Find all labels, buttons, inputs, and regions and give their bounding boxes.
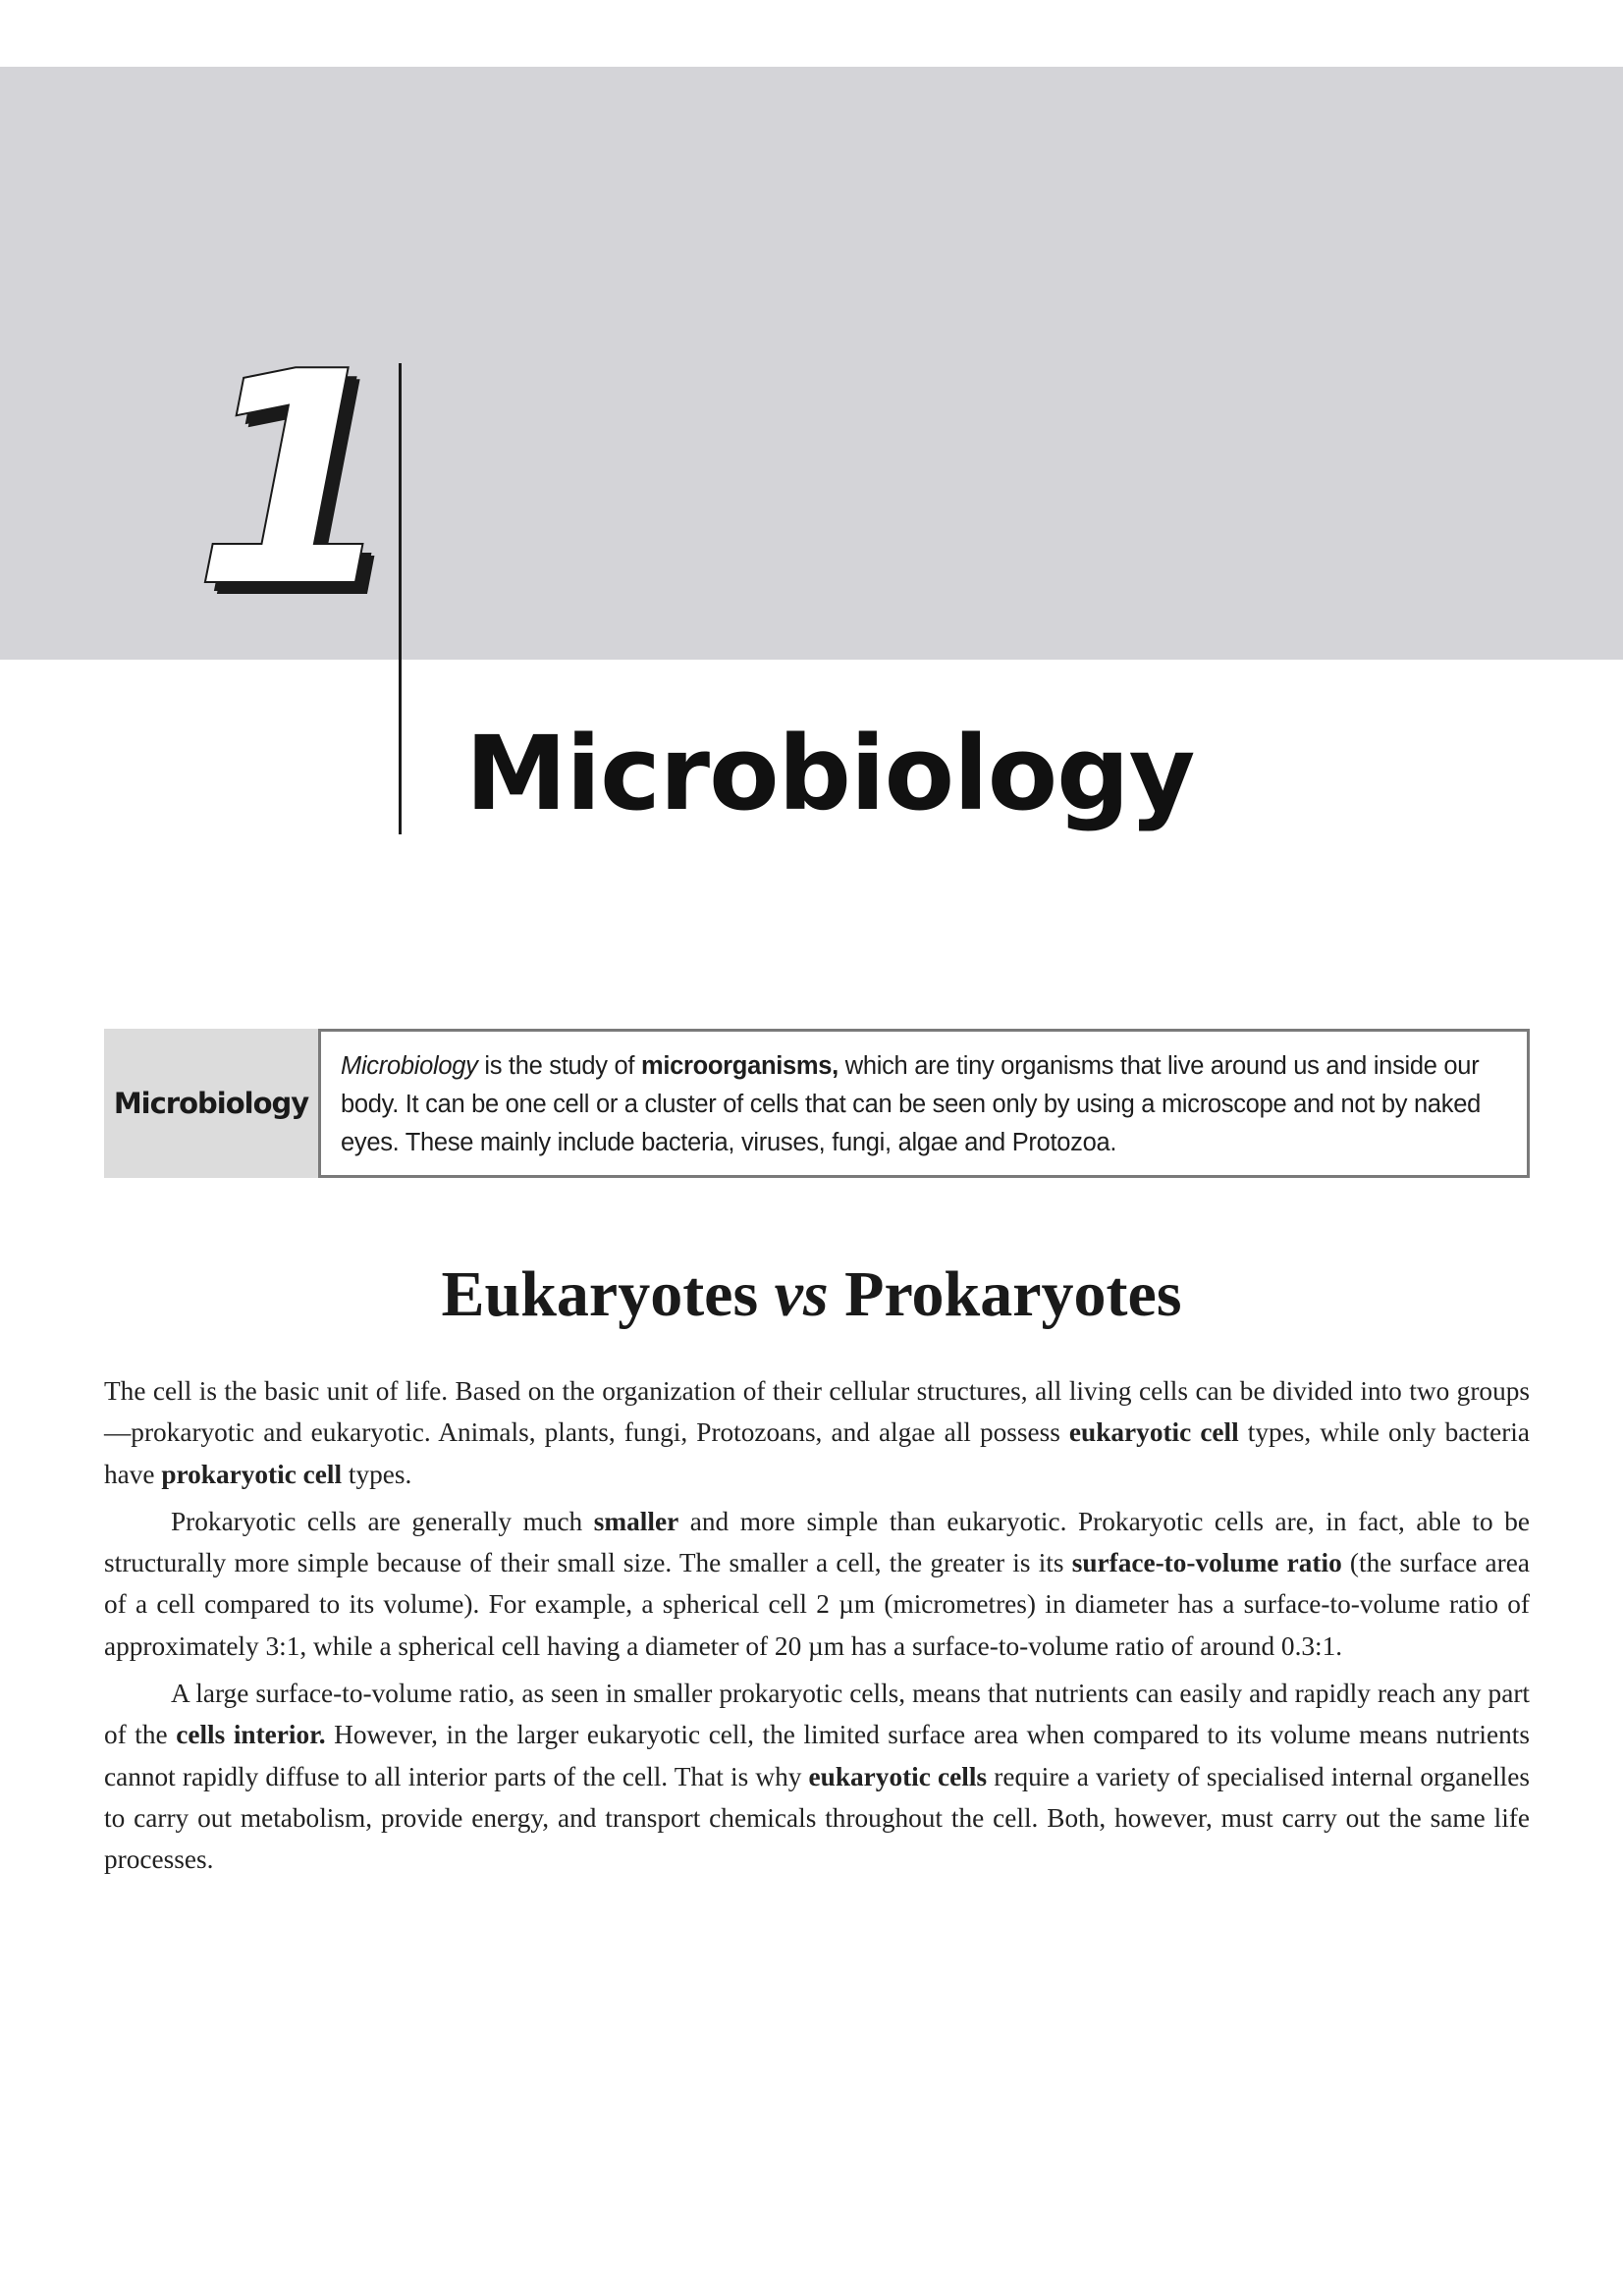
paragraph-3 (104, 1673, 1530, 1880)
paragraph-3-bold-term: cells interior. (176, 1720, 326, 1750)
chapter-title: Microbiology (465, 714, 1195, 833)
paragraph-1 (104, 1370, 1530, 1495)
definition-label: Microbiology (104, 1029, 318, 1178)
chapter-number: 1 (192, 309, 398, 652)
definition-text (318, 1029, 1530, 1178)
section-heading (0, 1251, 1623, 1339)
paragraph-1-bold-term: prokaryotic cell (161, 1459, 343, 1489)
paragraph-2 (104, 1501, 1530, 1667)
paragraph-1-text: The cell is the basic unit of life. Based on the organization of their cellular structures, all living cells can be divided into two groups—prokaryotic and eukaryotic. Animals, plants, fungi, Protozoans, and algae all possess (104, 1376, 1530, 1448)
paragraph-2-text: and more simple than eukaryotic. Prokaryotic cells are, in fact, able to be structurally more simple because of their small size. The smaller a cell, the greater is its (104, 1506, 1531, 1578)
chapter-divider (399, 363, 402, 834)
paragraph-3-text: A large surface-to-volume ratio, as seen in smaller prokaryotic cells, means that nutrients can easily and rapidly reach any part of the (104, 1679, 1530, 1750)
definition-text-2: which are tiny organisms that live around us and inside our body. It can be one cell or a cluster of cells that can be seen only by using a microscope and not by naked eyes. These mainly include bacteria, viruses, fungi, algae and Protozoa. (341, 1052, 1481, 1156)
paragraph-1-bold-term: eukaryotic cell (1068, 1417, 1239, 1448)
paragraph-1-text: types, while only bacteria have (104, 1417, 1530, 1489)
paragraph-3-text: However, in the larger eukaryotic cell, the limited surface area when compared to its volume means nutrients cannot rapidly diffuse to all interior parts of the cell. That is why (104, 1720, 1530, 1791)
paragraph-2-text: Prokaryotic cells are generally much (171, 1506, 594, 1536)
section-heading-part-1: Eukaryotes (441, 1258, 775, 1330)
body-text (104, 1370, 1530, 1887)
definition-term: Microbiology (341, 1052, 478, 1080)
definition-text-1: is the study of (477, 1052, 641, 1080)
paragraph-3-bold-term: eukaryotic cells (808, 1761, 988, 1791)
paragraph-2-text: (the surface area of a cell compared to its volume). For example, a spherical cell 2 µm (micrometres) in diameter has a surface-to-volume ratio of approximately 3:1, while a spherical cell having a diameter of 20 µm has a surface-to-volume ratio of around 0.3:1. (104, 1548, 1530, 1661)
paragraph-2-bold-term: smaller (593, 1506, 679, 1536)
paragraph-3-text: require a variety of specialised internal organelles to carry out metabolism, provide energy, and transport chemicals throughout the cell. Both, however, must carry out the same life processes. (104, 1761, 1530, 1875)
definition-bold-term: microorganisms, (640, 1052, 839, 1080)
paragraph-2-bold-term: surface-to-volume ratio (1071, 1548, 1342, 1578)
definition-box (104, 1029, 1530, 1178)
paragraph-1-text: types. (342, 1459, 412, 1489)
section-heading-vs: vs (774, 1258, 829, 1330)
section-heading-part-2: Prokaryotes (828, 1258, 1182, 1330)
